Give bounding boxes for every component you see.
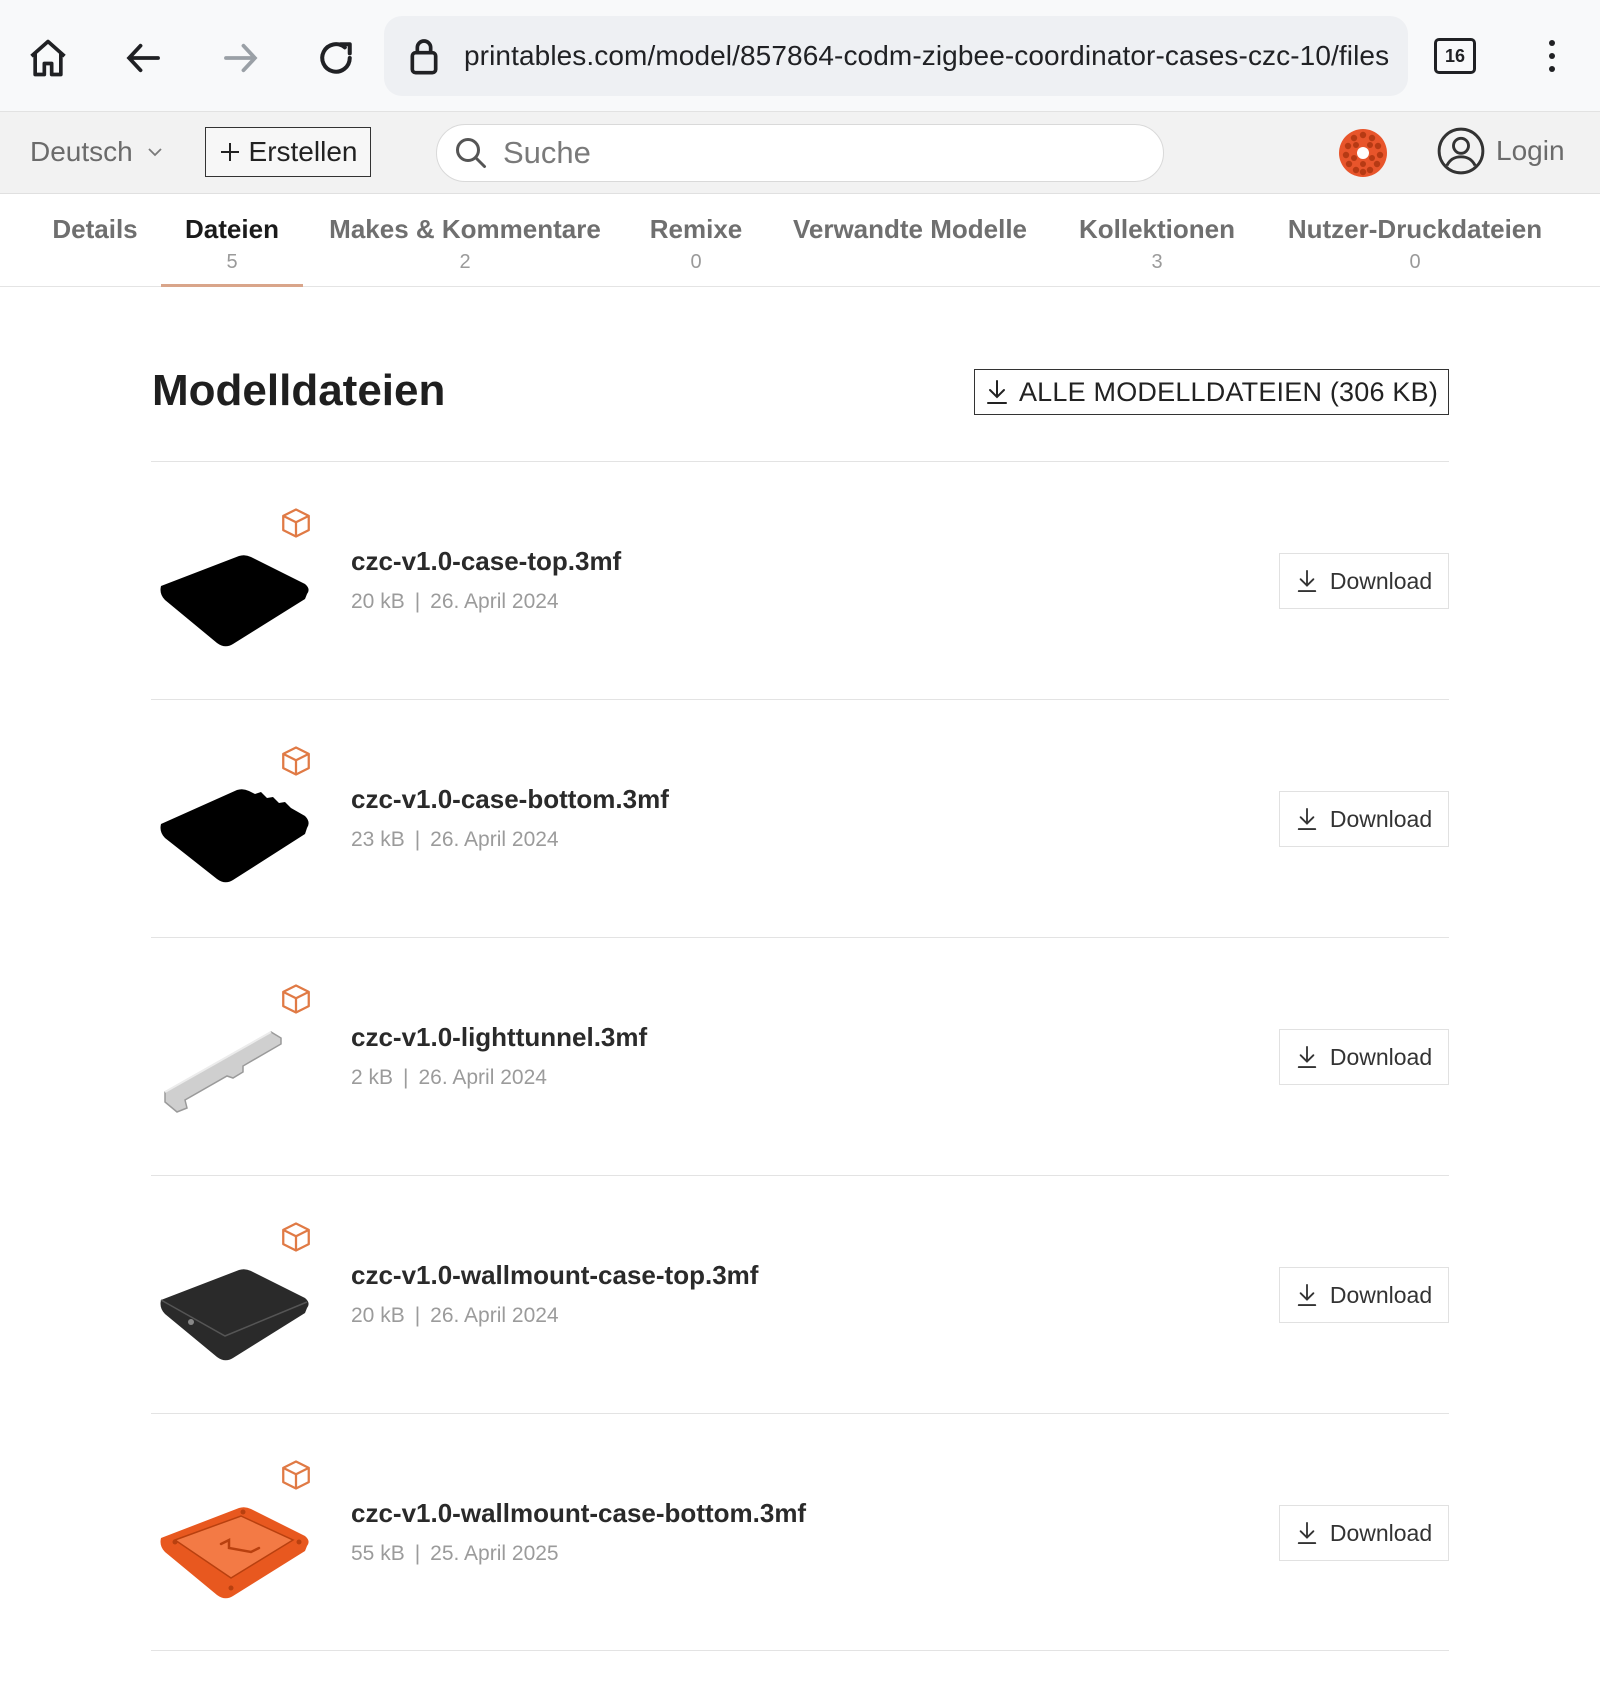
tab-label: Kollektionen (1078, 214, 1235, 244)
url-text: printables.com/model/857864-codm-zigbee-coordinator-cases-czc-10/files (464, 40, 1390, 71)
search-icon (453, 135, 489, 171)
download-icon (1296, 1045, 1318, 1069)
tab-switcher-button[interactable]: 16 (1434, 38, 1476, 74)
download-label: Download (1329, 805, 1433, 832)
search-input[interactable] (436, 124, 1164, 182)
file-size: 20 kB (351, 1304, 405, 1327)
download-icon (1296, 807, 1318, 831)
file-row (151, 1175, 1449, 1413)
tab-label: Nutzer-Druckdateien (1287, 214, 1543, 244)
download-icon (1296, 1283, 1318, 1307)
meta-separator: | (414, 1304, 421, 1327)
tab-collections[interactable] (1076, 214, 1238, 274)
3d-model-icon (279, 506, 313, 540)
tab-count: 5 (226, 251, 238, 273)
model-tabs (0, 194, 1600, 287)
download-button[interactable] (1279, 791, 1449, 847)
file-meta (351, 828, 559, 852)
login-label: Login (1496, 135, 1565, 166)
tab-label: Details (52, 214, 138, 244)
printables-logo-icon[interactable] (1338, 128, 1388, 178)
active-tab-indicator (161, 284, 303, 287)
file-meta (351, 1066, 547, 1090)
tab-label: Remixe (649, 214, 743, 244)
file-date: 26. April 2024 (430, 828, 559, 851)
file-size: 55 kB (351, 1542, 405, 1565)
file-date: 25. April 2025 (430, 1542, 559, 1565)
chevron-down-icon (147, 147, 163, 157)
download-all-label: ALLE MODELLDATEIEN (306 KB) (1018, 376, 1439, 407)
3d-model-icon (279, 1220, 313, 1254)
3d-model-icon (279, 744, 313, 778)
language-selector[interactable] (30, 136, 163, 168)
download-all-button[interactable] (974, 369, 1449, 415)
meta-separator: | (414, 590, 421, 613)
file-name[interactable]: czc-v1.0-wallmount-case-top.3mf (351, 1260, 759, 1290)
download-icon (985, 379, 1009, 405)
tab-count: 0 (1409, 251, 1421, 273)
browser-toolbar (0, 0, 1600, 112)
search-placeholder: Suche (503, 135, 591, 170)
tab-related-models[interactable] (787, 214, 1033, 251)
file-name[interactable]: czc-v1.0-case-top.3mf (351, 546, 622, 576)
file-meta (351, 1542, 559, 1566)
meta-separator: | (414, 1542, 421, 1565)
file-name[interactable]: czc-v1.0-case-bottom.3mf (351, 784, 669, 814)
user-icon (1436, 126, 1486, 176)
tab-details[interactable] (51, 214, 139, 251)
download-button[interactable] (1279, 1267, 1449, 1323)
meta-separator: | (414, 828, 421, 851)
download-icon (1296, 1521, 1318, 1545)
file-size: 20 kB (351, 590, 405, 613)
download-label: Download (1329, 1519, 1433, 1546)
file-date: 26. April 2024 (430, 1304, 559, 1327)
tab-label: Makes & Kommentare (329, 214, 601, 244)
tab-label: Dateien (185, 214, 279, 244)
tab-user-prints[interactable] (1280, 214, 1550, 274)
forward-icon[interactable] (212, 30, 268, 86)
create-label: Erstellen (248, 136, 358, 167)
tab-remixes[interactable] (648, 214, 744, 274)
file-meta (351, 590, 559, 614)
file-row (151, 937, 1449, 1175)
download-icon (1296, 569, 1318, 593)
file-size: 2 kB (351, 1066, 394, 1089)
tab-makes-comments[interactable] (325, 214, 605, 274)
more-icon[interactable] (1534, 36, 1570, 76)
file-row (151, 1413, 1449, 1651)
file-row (151, 461, 1449, 699)
file-name[interactable]: czc-v1.0-lighttunnel.3mf (351, 1022, 648, 1052)
download-button[interactable] (1279, 1505, 1449, 1561)
lock-icon (406, 36, 442, 76)
tab-count: 0 (690, 251, 702, 273)
meta-separator: | (403, 1066, 409, 1089)
file-list (151, 461, 1449, 1651)
download-label: Download (1329, 1281, 1433, 1308)
plus-icon (219, 141, 241, 163)
file-date: 26. April 2024 (430, 590, 559, 613)
file-date: 26. April 2024 (418, 1066, 547, 1089)
download-button[interactable] (1279, 553, 1449, 609)
tab-files[interactable] (161, 214, 303, 274)
reload-icon[interactable] (308, 30, 364, 86)
tab-count: 2 (459, 251, 471, 273)
file-meta (351, 1304, 559, 1328)
file-row (151, 699, 1449, 937)
file-name[interactable]: czc-v1.0-wallmount-case-bottom.3mf (351, 1498, 807, 1528)
back-icon[interactable] (116, 30, 172, 86)
download-button[interactable] (1279, 1029, 1449, 1085)
create-button[interactable] (205, 127, 371, 177)
home-icon[interactable] (20, 30, 76, 86)
download-label: Download (1329, 567, 1433, 594)
tab-count: 3 (1151, 251, 1163, 273)
login-button[interactable] (1436, 126, 1565, 176)
3d-model-icon (279, 982, 313, 1016)
3d-model-icon (279, 1458, 313, 1492)
download-label: Download (1329, 1043, 1433, 1070)
language-label: Deutsch (30, 136, 133, 167)
site-header (0, 112, 1600, 194)
tab-label: Verwandte Modelle (792, 214, 1028, 244)
file-size: 23 kB (351, 828, 405, 851)
page-title: Modelldateien (152, 366, 446, 415)
address-bar[interactable] (384, 16, 1408, 96)
